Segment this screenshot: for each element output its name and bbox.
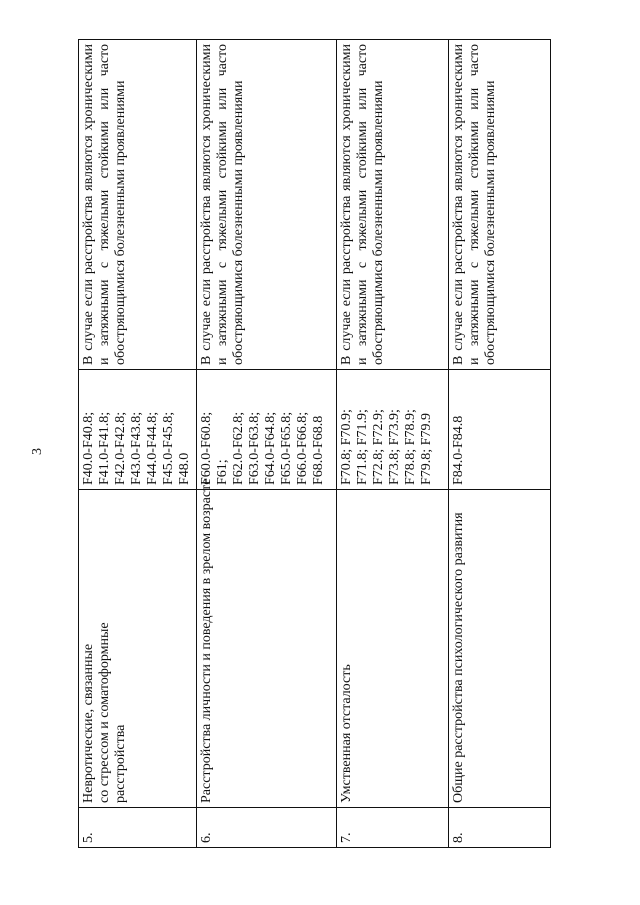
disorder-name-line: расстройства [113, 724, 128, 803]
icd-code: F72.8; F72.9; [371, 409, 386, 485]
icd-code: F79.8; F79.9 [419, 413, 434, 485]
icd-code: F44.0-F44.8; [145, 411, 160, 485]
icd-code: F64.0-F64.8; [263, 411, 278, 485]
disorder-name [337, 490, 449, 808]
disorder-name [197, 478, 337, 808]
disorder-name-line: Невротические, связанные [81, 643, 96, 803]
icd-codes [337, 370, 449, 490]
table-row [449, 40, 551, 848]
disorder-name-line: Расстройства личности и поведения в зрелом возрасте [199, 478, 214, 803]
icd-code: F78.8; F78.9; [403, 409, 418, 485]
disorder-name [79, 490, 197, 808]
row-number: 5. [79, 808, 197, 848]
icd-codes [449, 370, 551, 490]
disorder-name [449, 490, 551, 808]
icd-code: F45.0-F45.8; [161, 411, 176, 485]
disorder-name-line: Общие расстройства психологического развития [451, 512, 466, 803]
condition-text: В случае если расстройства являются хроническими и затяжными с тяжелыми стойкими или часто обостряющимися болезненными проявлениями [79, 40, 197, 370]
row-number: 8. [449, 808, 551, 848]
table-row [337, 40, 449, 848]
icd-code: F48.0 [177, 452, 192, 485]
icd-code: F65.0-F65.8; [279, 411, 294, 485]
icd-code: F84.0-F84.8 [451, 415, 466, 485]
condition-text: В случае если расстройства являются хроническими и затяжными с тяжелыми стойкими или часто обостряющимися болезненными проявлениями [197, 40, 337, 370]
disorder-name-line: со стрессом и соматоформные [97, 622, 112, 803]
icd-code: F40.0-F40.8; [81, 411, 96, 485]
icd-code: F62.0-F62.8; [231, 411, 246, 485]
rotated-table-wrapper [78, 40, 550, 848]
disorder-name-line: Умственная отсталость [339, 664, 354, 803]
icd-code: F61; [215, 459, 230, 485]
page-number: 3 [30, 448, 45, 455]
icd-code: F68.0-F68.8 [311, 415, 326, 485]
icd-code: F63.0-F63.8; [247, 411, 262, 485]
row-number: 6. [197, 808, 337, 848]
icd-code: F73.8; F73.9; [387, 409, 402, 485]
icd-code: F60.0-F60.8; [199, 411, 214, 485]
icd-code: F43.0-F43.8; [129, 411, 144, 485]
icd-code: F71.8; F71.9; [355, 409, 370, 485]
icd-codes [197, 370, 337, 490]
condition-text: В случае если расстройства являются хроническими и затяжными с тяжелыми стойкими или часто обостряющимися болезненными проявлениями [337, 40, 449, 370]
diagnosis-table [78, 39, 551, 848]
table-row [79, 40, 197, 848]
condition-text: В случае если расстройства являются хроническими и затяжными с тяжелыми стойкими или часто обостряющимися болезненными проявлениями [449, 40, 551, 370]
icd-codes [79, 370, 197, 490]
icd-code: F66.0-F66.8; [295, 411, 310, 485]
icd-code: F70.8; F70.9; [339, 409, 354, 485]
table-row [197, 40, 337, 848]
icd-code: F42.0-F42.8; [113, 411, 128, 485]
row-number: 7. [337, 808, 449, 848]
icd-code: F41.0-F41.8; [97, 411, 112, 485]
